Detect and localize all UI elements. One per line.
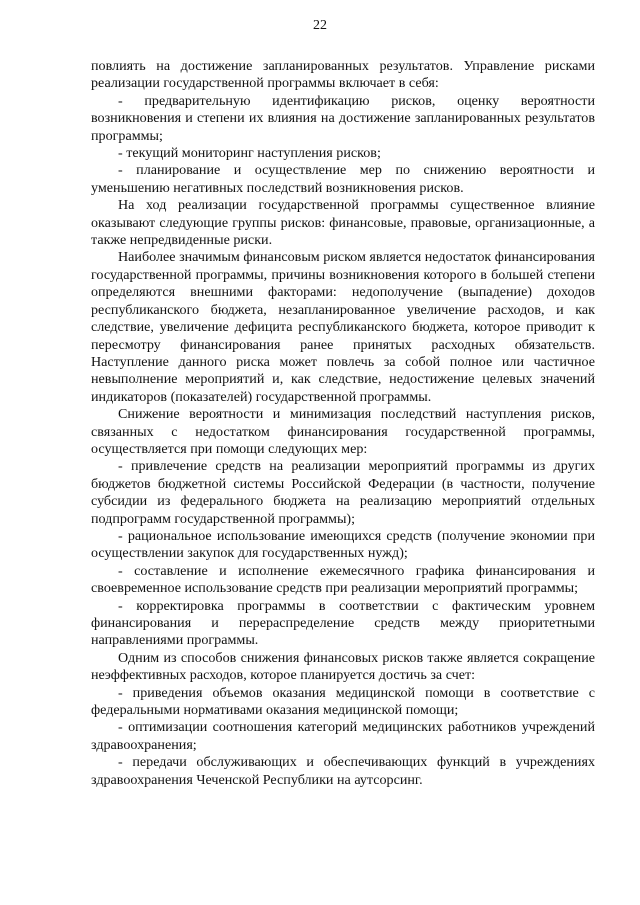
paragraph-risk-measures-intro: Снижение вероятности и минимизация последствий наступления рисков, связанных с недостатком финансирования государственной программы, осуществляется при помощи следующих мер: xyxy=(91,406,595,457)
list-item-program-adjustment: - корректировка программы в соответствии с фактическим уровнем финансирования и перераспределение средств между приоритетными направлениями программы. xyxy=(91,597,595,649)
list-item-care-volumes: - приведения объемов оказания медицинской помощи в соответствие с федеральными нормативами оказания медицинской помощи; xyxy=(91,684,595,719)
paragraph-risk-groups: На ход реализации государственной программы существенное влияние оказывают следующие группы рисков: финансовые, правовые, организационные, а также непредвиденные риски. xyxy=(91,197,595,249)
page-number: 22 xyxy=(313,18,327,33)
list-item-risk-mitigation-planning: - планирование и осуществление мер по снижению вероятности и уменьшению негативных последствий возникновения рисков. xyxy=(91,162,595,196)
list-item-attract-funds: - привлечение средств на реализации мероприятий программы из других бюджетов бюджетной системы Российской Федерации (в частности, получение субсидии из федерального бюджета на реализацию мероприятий отдельных подпрограмм государственной программы); xyxy=(91,458,595,527)
list-item-risk-monitoring: - текущий мониторинг наступления рисков; xyxy=(118,145,381,162)
list-item-rational-use: - рациональное использование имеющихся средств (получение экономии при осуществлении закупок для государственных нужд); xyxy=(91,527,595,562)
list-item-outsourcing: - передачи обслуживающих и обеспечивающих функций в учреждениях здравоохранения Чеченской Республики на аутсорсинг. xyxy=(91,754,595,788)
list-item-staff-ratio: - оптимизации соотношения категорий медицинских работников учреждений здравоохранения; xyxy=(91,719,595,753)
list-item-risk-identification: - предварительную идентификацию рисков, оценку вероятности возникновения и степени их влияния на достижение запланированных результатов программы; xyxy=(91,92,595,144)
paragraph-cost-reduction-intro: Одним из способов снижения финансовых рисков также является сокращение неэффективных расходов, которое планируется достичь за счет: xyxy=(91,649,595,684)
body-text xyxy=(91,58,595,789)
paragraph-continuation: повлиять на достижение запланированных результатов. Управление рисками реализации государственной программы включает в себя: xyxy=(91,58,595,92)
paragraph-financial-risk: Наиболее значимым финансовым риском является недостаток финансирования государственной программы, причины возникновения которого в большей степени определяются внешними факторами: недополучение (выпадение) доходов республиканского бюджета, незапланированное увеличение расходов, и как следствие, увеличение дефицита республиканского бюджета, которое приводит к пересмотру финансирования ранее принятых расходных обязательств. Наступление данного риска может повлечь за собой полное или частичное невыполнение мероприятий и, как следствие, недостижение целевых значений индикаторов (показателей) государственной программы. xyxy=(91,249,595,405)
list-item-monthly-schedule: - составление и исполнение ежемесячного графика финансирования и своевременное использование средств при реализации мероприятий программы; xyxy=(91,562,595,597)
